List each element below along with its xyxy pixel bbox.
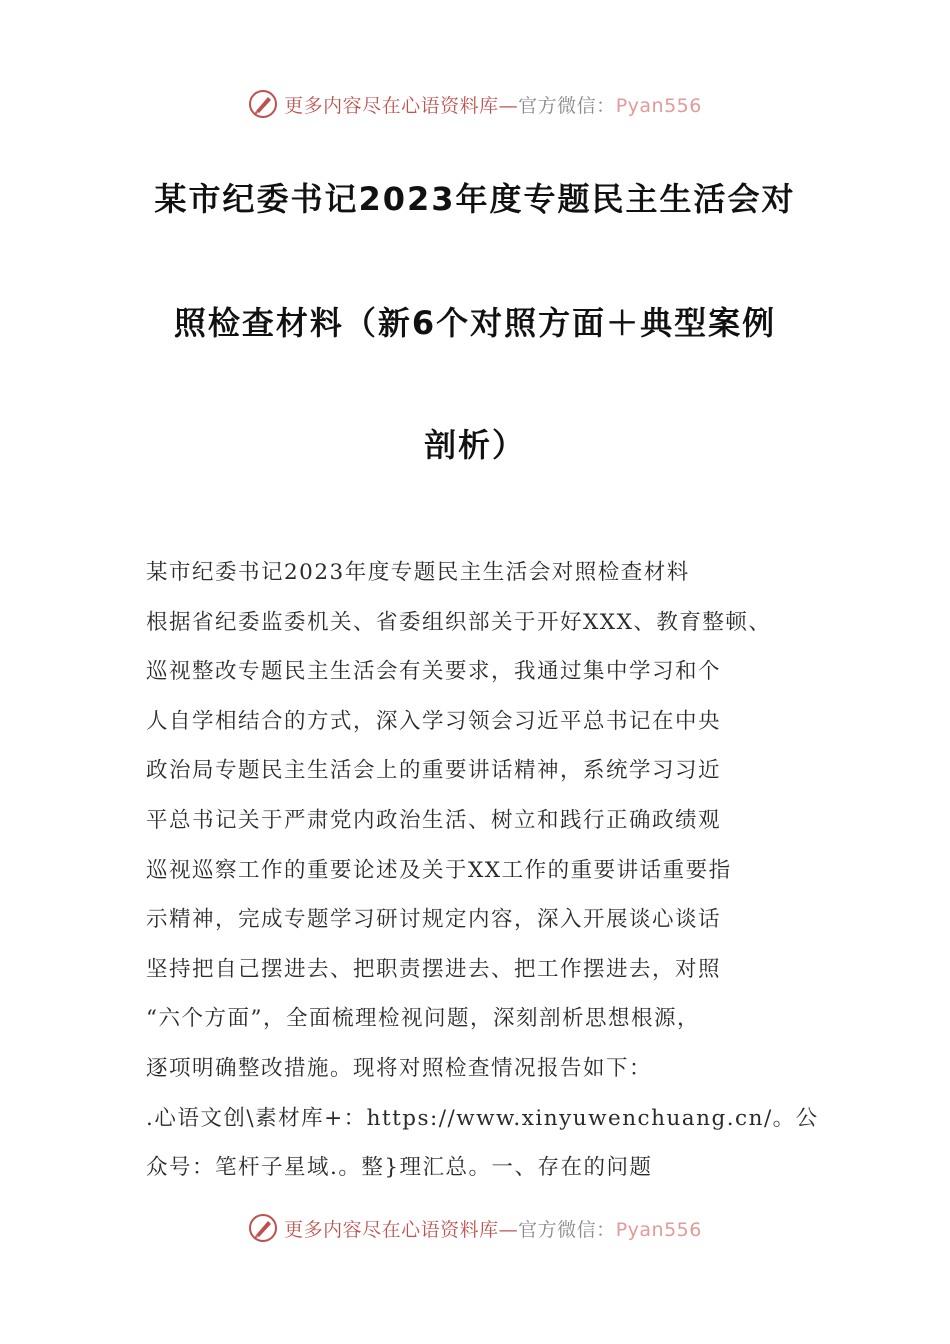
pen-logo-icon xyxy=(248,1213,278,1243)
body-line: 坚持把自己摆进去、把职责摆进去、把工作摆进去，对照 xyxy=(146,956,722,982)
body-text xyxy=(146,548,826,1193)
body-line: 政治局专题民主生活会上的重要讲话精神，系统学习习近 xyxy=(146,758,722,784)
pen-logo-icon xyxy=(248,89,278,119)
document-title-line-2: 照检查材料（新6个对照方面＋典型案例 xyxy=(173,304,777,342)
body-line: 平总书记关于严肃党内政治生活、树立和践行正确政绩观 xyxy=(146,807,722,833)
watermark-text: 更多内容尽在心语资料库—官方微信：Pyan556 xyxy=(284,1218,702,1241)
document-title-line-1: 某市纪委书记2023年度专题民主生活会对 xyxy=(154,180,796,218)
watermark-text: 更多内容尽在心语资料库—官方微信：Pyan556 xyxy=(284,94,702,117)
document-title-line-3: 剖析） xyxy=(423,426,526,464)
body-line: 巡视整改专题民主生活会有关要求，我通过集中学习和个 xyxy=(146,659,722,685)
body-line: 某市纪委书记2023年度专题民主生活会对照检查材料 xyxy=(146,560,690,585)
body-line: 人自学相结合的方式，深入学习领会习近平总书记在中央 xyxy=(146,708,722,734)
body-line: 巡视巡察工作的重要论述及关于XX工作的重要讲话重要指 xyxy=(146,857,732,883)
watermark-banner-bottom xyxy=(0,1208,950,1248)
body-line: 逐项明确整改措施。现将对照检查情况报告如下： xyxy=(146,1055,653,1081)
body-line: “六个方面”，全面梳理检视问题，深刻剖析思想根源， xyxy=(146,1006,700,1032)
body-line: .心语文创\素材库+：https://www.xinyuwenchuang.cn/。公 xyxy=(146,1105,819,1131)
body-line: 众号：笔杆子星域.。整}理汇总。一、存在的问题 xyxy=(146,1155,653,1181)
body-line: 示精神，完成专题学习研讨规定内容，深入开展谈心谈话 xyxy=(146,907,722,933)
body-line: 根据省纪委监委机关、省委组织部关于开好XXX、教育整顿、 xyxy=(146,609,772,635)
watermark-banner-top xyxy=(0,84,950,124)
